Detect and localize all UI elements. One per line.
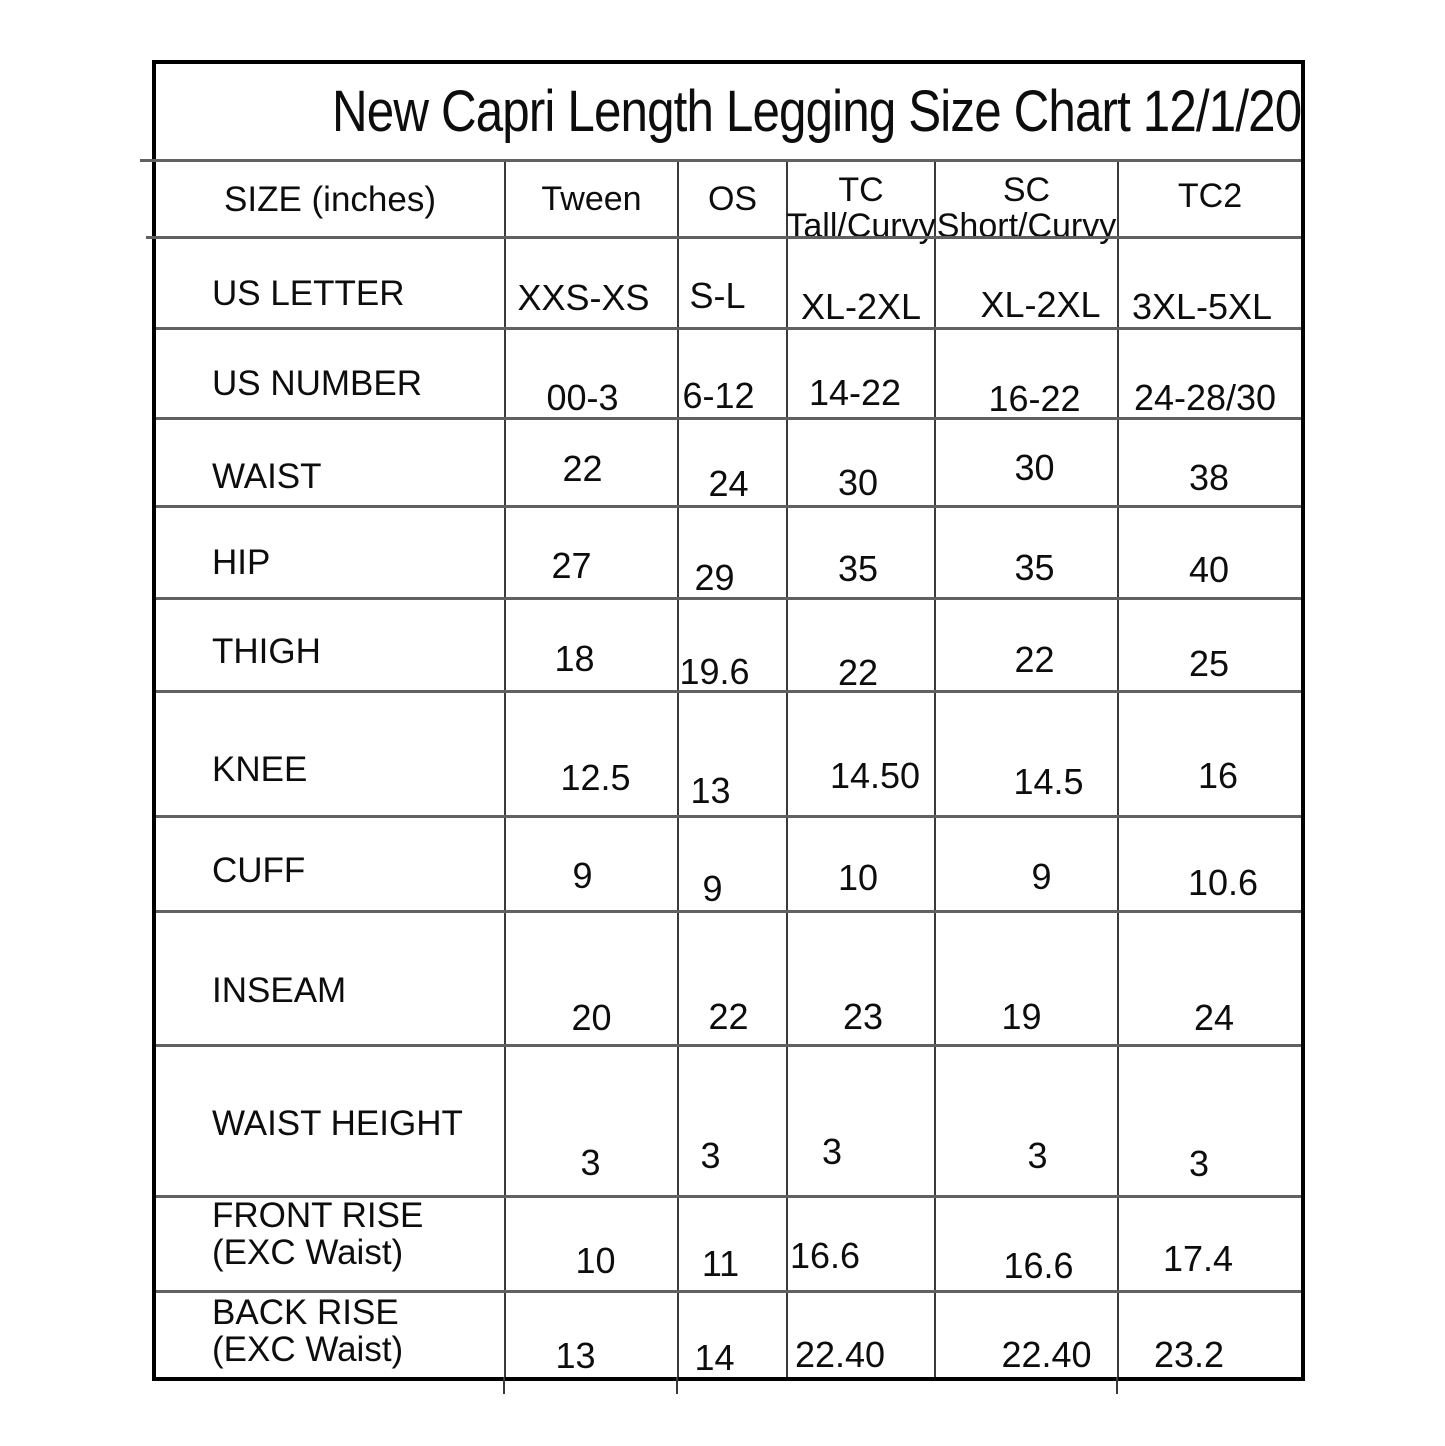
line-stub [146,236,156,239]
header-cell-tween [504,162,677,236]
value-cell [786,818,934,910]
value-cell [677,913,786,1044]
row-label [156,600,504,690]
line-stub [503,1377,505,1394]
value-cell [786,508,934,597]
header-label: TC2 [1177,177,1243,215]
value-cell [786,1293,934,1377]
value-cell [504,239,677,327]
row-back-rise [156,1290,1301,1377]
cell-value: 16.6 [789,1235,861,1276]
row-cuff [156,815,1301,910]
row-label [156,818,504,910]
row-label [156,1293,504,1377]
value-cell [934,239,1117,327]
cell-value: 19 [1001,996,1042,1037]
header-cell-size [156,162,504,236]
value-cell [677,600,786,690]
value-cell [934,1293,1117,1377]
cell-value: 25 [1188,643,1230,684]
value-cell [504,1293,677,1377]
cell-value: 6-12 [682,375,755,416]
header-label: SIZE (inches) [224,179,436,219]
row-label-line1: BACK RISE [212,1293,399,1332]
cell-value: 19.6 [679,651,750,692]
row-label-line1: FRONT RISE [212,1196,424,1235]
value-cell [504,1047,677,1195]
cell-value: 14-22 [808,372,902,413]
value-cell [1117,818,1301,910]
cell-value: 22.40 [1001,1334,1092,1375]
value-cell [1117,913,1301,1044]
header-row [156,159,1301,245]
row-label-text: KNEE [212,749,308,789]
cell-value: S-L [689,275,746,316]
cell-value: 24-28/30 [1133,377,1277,418]
row-label [156,508,504,597]
cell-value: 20 [571,997,612,1038]
row-label [156,239,504,327]
cell-value: 30 [1014,447,1055,488]
cell-value: 24 [1193,997,1235,1038]
value-cell [786,420,934,505]
cell-value: 3XL-5XL [1131,286,1273,327]
cell-value: 18 [554,638,595,679]
value-cell [786,330,934,417]
value-cell [934,420,1117,505]
row-label [156,1047,504,1195]
value-cell [1117,239,1301,327]
cell-value: XXS-XS [517,277,650,318]
row-label [156,913,504,1044]
row-label-text: US NUMBER [212,364,423,403]
value-cell [1117,693,1301,815]
value-cell [1117,1198,1301,1290]
cell-value: 23 [842,996,884,1037]
cell-value: 16.6 [1003,1245,1074,1286]
header-cell-tc2 [1117,162,1301,236]
cell-value: 13 [690,770,731,811]
row-label-text: WAIST HEIGHT [212,1103,463,1143]
value-cell [504,420,677,505]
value-cell [786,1198,934,1290]
row-label [156,693,504,815]
value-cell [786,1047,934,1195]
header-cell-os [677,162,786,236]
value-cell [1117,1047,1301,1195]
row-thigh [156,597,1301,693]
row-label-text: INSEAM [212,971,347,1010]
cell-value: 13 [555,1335,596,1376]
value-cell [786,913,934,1044]
line-stub [1116,1377,1118,1394]
chart-title-row [156,64,1301,159]
line-stub [676,1377,678,1394]
header-label: SC [1002,171,1051,209]
chart-title: New Capri Length Legging Size Chart 12/1/20 [331,79,1301,144]
cell-value: 14 [694,1337,735,1378]
cell-value: XL-2XL [800,286,922,327]
cell-value: 22 [562,448,603,489]
row-label-text: THIGH [212,631,321,671]
value-cell [677,1293,786,1377]
header-cell-sc [934,162,1117,245]
value-cell [677,239,786,327]
row-hip [156,505,1301,597]
value-cell [504,693,677,815]
cell-value: 30 [837,462,879,503]
value-cell [786,693,934,815]
cell-value: 38 [1188,457,1230,498]
cell-value: 35 [1014,547,1055,588]
cell-value: 3 [1027,1135,1048,1176]
value-cell [934,1047,1117,1195]
value-cell [504,600,677,690]
cell-value: 22.40 [794,1334,886,1375]
cell-value: 24 [708,463,749,504]
cell-value: 22 [837,652,879,693]
value-cell [677,693,786,815]
cell-value: 35 [837,548,879,589]
cell-value: 27 [551,545,592,586]
row-label-text: CUFF [212,850,306,890]
row-us-number [156,327,1301,417]
value-cell [934,600,1117,690]
cell-value: 9 [1031,856,1052,897]
value-cell [934,913,1117,1044]
cell-value: XL-2XL [980,284,1101,325]
cell-value: 40 [1188,549,1230,590]
cell-value: 14.50 [829,755,921,796]
row-knee [156,690,1301,815]
row-label [156,1198,504,1290]
cell-value: 23.2 [1153,1334,1225,1375]
header-label: Tween [541,180,642,218]
value-cell [504,818,677,910]
row-us-letter [156,236,1301,327]
value-cell [504,330,677,417]
header-sublabel: Tall/Curvy [786,207,936,245]
value-cell [1117,1293,1301,1377]
value-cell [504,508,677,597]
line-stub [140,159,156,162]
header-sublabel: Short/Curvy [936,207,1117,245]
value-cell [677,1198,786,1290]
cell-value: 3 [821,1131,843,1172]
cell-value: 9 [702,868,723,909]
value-cell [934,508,1117,597]
row-label-line2: (EXC Waist) [212,1233,404,1272]
row-label-text [212,1294,504,1368]
cell-value: 29 [694,557,735,598]
cell-value: 9 [572,855,593,896]
cell-value: 10 [575,1240,616,1281]
cell-value: 11 [701,1243,740,1284]
cell-value: 22 [1014,639,1055,680]
value-cell [504,1198,677,1290]
value-cell [934,1198,1117,1290]
size-chart-table [152,60,1305,1381]
value-cell [786,239,934,327]
row-label-text: HIP [212,543,271,582]
value-cell [934,693,1117,815]
row-label-text: US LETTER [212,273,405,313]
value-cell [677,508,786,597]
cell-value: 14.5 [1013,761,1084,802]
header-label: TC [838,171,884,209]
header-cell-tc [786,162,936,245]
cell-value: 16 [1197,755,1239,796]
row-front-rise [156,1195,1301,1290]
row-label-line2: (EXC Waist) [212,1330,404,1369]
row-waist [156,417,1301,505]
value-cell [1117,600,1301,690]
cell-value: 10.6 [1187,862,1259,903]
cell-value: 10 [837,857,879,898]
cell-value: 3 [700,1135,721,1176]
row-inseam [156,910,1301,1044]
row-label [156,420,504,505]
row-label-text: WAIST [212,457,322,496]
value-cell [1117,508,1301,597]
cell-value: 16-22 [988,378,1081,419]
row-label [156,330,504,417]
value-cell [677,818,786,910]
value-cell [504,913,677,1044]
row-waist-height [156,1044,1301,1195]
value-cell [677,330,786,417]
value-cell [677,420,786,505]
cell-value: 3 [580,1142,601,1183]
cell-value: 12.5 [560,757,631,798]
value-cell [1117,420,1301,505]
header-label: OS [707,180,758,218]
cell-value: 00-3 [546,377,619,418]
value-cell [934,330,1117,417]
cell-value: 3 [1188,1143,1210,1184]
value-cell [1117,330,1301,417]
value-cell [934,818,1117,910]
row-label-text [212,1197,504,1271]
cell-value: 17.4 [1162,1238,1234,1279]
value-cell [786,600,934,693]
cell-value: 22 [708,996,749,1037]
value-cell [677,1047,786,1195]
